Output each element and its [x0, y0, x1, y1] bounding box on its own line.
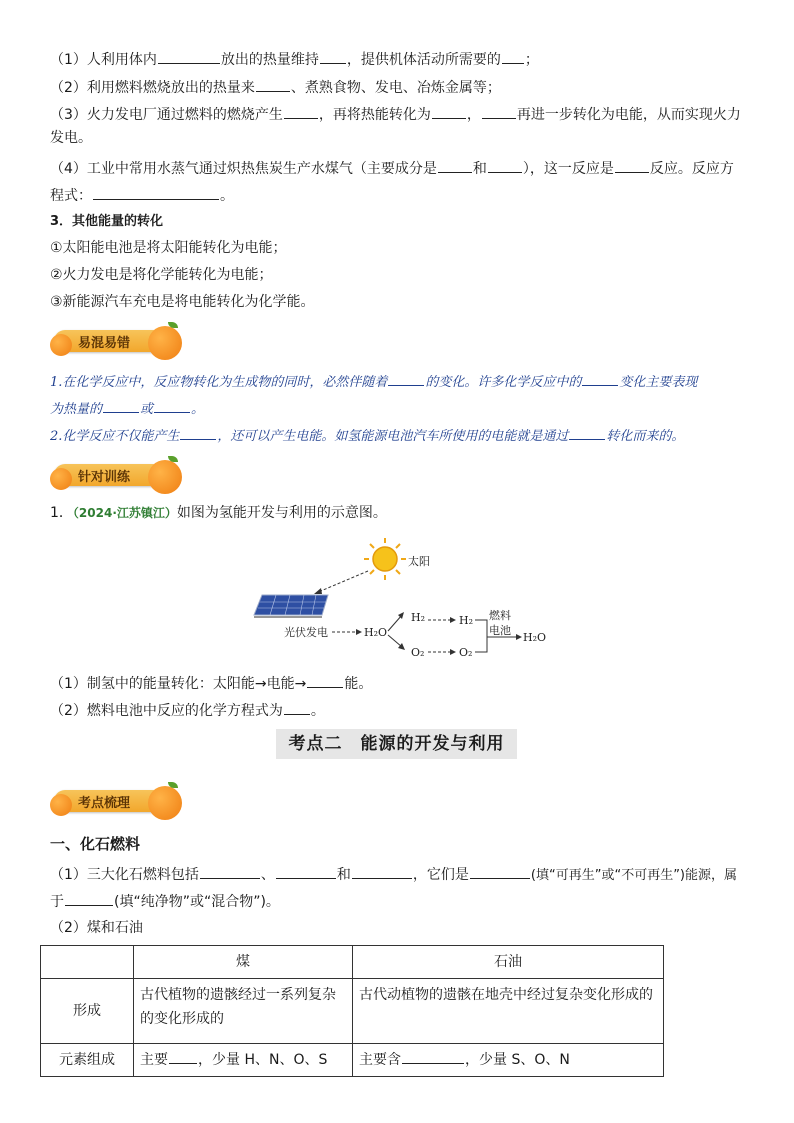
list-item: ②火力发电是将化学能转化为电能； [50, 267, 273, 283]
sun-icon [364, 538, 406, 580]
blank[interactable] [307, 672, 343, 688]
text: 反应。反应方 [649, 161, 734, 177]
fuel-cell-label: 电池 [489, 624, 511, 637]
table-row-label: 元素组成 [41, 1044, 134, 1077]
question-line-4 [50, 157, 750, 179]
hydrogen-energy-diagram [250, 535, 560, 665]
blank[interactable] [488, 157, 522, 173]
blank[interactable] [582, 370, 618, 386]
badge-train [50, 456, 190, 496]
blank[interactable] [103, 397, 139, 413]
blank[interactable] [284, 103, 318, 119]
text: （2）燃料电池中反应的化学方程式为 [50, 703, 283, 719]
section-heading: 3．其他能量的转化 [50, 214, 164, 229]
text: 为热量的 [50, 402, 103, 417]
question-number: 1． [50, 505, 73, 521]
badge-confuse [50, 322, 190, 362]
exercise-sub-1 [50, 672, 750, 694]
text: 和 [336, 867, 351, 883]
confuse-line-1b [50, 397, 750, 420]
text: 放出的热量维持 [220, 52, 319, 68]
table-header: 石油 [353, 946, 664, 979]
blank[interactable] [154, 397, 190, 413]
text: 变化主要表现 [619, 375, 698, 390]
orange-icon [148, 326, 182, 360]
orange-icon [50, 794, 72, 816]
text: 1.在化学反应中，反应物转化为生成物的同时，必然伴随着 [50, 375, 388, 390]
question-line-4b [50, 184, 750, 206]
text: ，少量 H、N、O、S [198, 1052, 328, 1068]
table-row [41, 979, 664, 1044]
blank[interactable] [352, 863, 412, 879]
text: 主要含 [359, 1052, 401, 1068]
orange-icon [50, 468, 72, 490]
blank[interactable] [158, 48, 220, 64]
text: （2）利用燃料燃烧放出的热量来 [50, 80, 255, 96]
oxygen-label: O₂ [459, 646, 473, 659]
text: 再进一步转化为电能，从而实现火力 [516, 107, 741, 123]
question-line-1 [50, 48, 750, 70]
blank[interactable] [432, 103, 466, 119]
table-row-label: 形成 [41, 979, 134, 1044]
text: 、煮熟食物、发电、冶炼金属等； [290, 80, 501, 96]
text: 主要 [140, 1052, 168, 1068]
fuel-cell-label: 燃料 [489, 609, 511, 622]
table-cell: 古代植物的遗骸经过一系列复杂的变化形成的 [134, 979, 353, 1044]
question-source: （2024·江苏镇江） [72, 506, 177, 520]
text: ），这一反应是 [522, 161, 614, 177]
text: 和 [472, 161, 487, 177]
text: ，还可以产生电能。如氢能源电池汽车所使用的电能就是通过 [217, 429, 569, 444]
table-cell [134, 1044, 353, 1077]
text: ； [524, 52, 539, 68]
sun-label: 太阳 [408, 555, 430, 568]
exercise-sub-2 [50, 699, 750, 721]
confuse-line-1 [50, 370, 750, 393]
orange-icon [50, 334, 72, 356]
blank[interactable] [256, 76, 290, 92]
text: 。 [220, 188, 234, 204]
list-item: ③新能源汽车充电是将电能转化为化学能。 [50, 294, 315, 310]
fossil-line-1 [50, 863, 750, 886]
text: （1）制氢中的能量转化：太阳能→电能→ [50, 676, 307, 692]
exercise-stem [50, 503, 750, 523]
blank[interactable] [438, 157, 472, 173]
table-cell [353, 1044, 664, 1077]
oxygen-label: O₂ [411, 646, 425, 659]
water-label: H₂O [364, 626, 388, 639]
text: 的变化。许多化学反应中的 [425, 375, 582, 390]
pv-label: 光伏发电 [284, 626, 328, 639]
table-header-row [41, 946, 664, 979]
confuse-line-2 [50, 424, 750, 447]
question-line-3 [50, 103, 750, 125]
text: 转化而来的。 [606, 429, 685, 444]
blank[interactable] [65, 890, 113, 906]
text: (填“纯净物”或“混合物”)。 [114, 894, 280, 910]
list-item: ①太阳能电池是将太阳能转化为电能； [50, 240, 287, 256]
text: ，它们是 [412, 867, 469, 883]
solar-panel-icon [254, 595, 328, 617]
blank[interactable] [402, 1048, 464, 1064]
blank[interactable] [180, 424, 216, 440]
fossil-line-1b [50, 890, 750, 912]
table-header: 煤 [134, 946, 353, 979]
text: 。 [191, 402, 205, 417]
text: ， [466, 107, 481, 123]
table-cell [41, 946, 134, 979]
blank[interactable] [200, 863, 260, 879]
badge-review [50, 782, 190, 822]
text: 或 [140, 402, 154, 417]
blank[interactable] [284, 699, 310, 715]
fossil-line-2: （2）煤和石油 [50, 920, 143, 936]
water-output-label: H₂O [523, 631, 547, 644]
text: （1）人利用体内 [50, 52, 157, 68]
orange-icon [148, 460, 182, 494]
text: （3）火力发电厂通过燃料的燃烧产生 [50, 107, 283, 123]
table-cell: 古代动植物的遗骸在地壳中经过复杂变化形成的 [353, 979, 664, 1044]
coal-oil-table [40, 945, 664, 1077]
blank[interactable] [169, 1048, 197, 1064]
text: （4）工业中常用水蒸气通过炽热焦炭生产水煤气（主要成分是 [50, 161, 437, 177]
text: ，再将热能转化为 [318, 107, 431, 123]
text: 能。 [344, 676, 373, 692]
hydrogen-label: H₂ [459, 614, 474, 627]
badge-label: 考点梳理 [78, 796, 131, 811]
text: 程式： [50, 188, 92, 204]
text: (填“可再生”或“不可再生”)能源，属 [530, 868, 738, 883]
text: ，提供机体活动所需要的 [346, 52, 501, 68]
blank[interactable] [470, 863, 530, 879]
blank[interactable] [482, 103, 516, 119]
hydrogen-label: H₂ [411, 611, 426, 624]
table-row [41, 1044, 664, 1077]
sub-heading: 一、化石燃料 [50, 835, 141, 853]
section-title: 考点二 能源的开发与利用 [276, 729, 517, 759]
text: 如图为氢能开发与利用的示意图。 [176, 505, 387, 521]
text: 。 [310, 703, 325, 719]
text: 2.化学反应不仅能产生 [50, 429, 180, 444]
blank[interactable] [320, 48, 346, 64]
blank[interactable] [502, 48, 524, 64]
text: 于 [50, 894, 64, 910]
badge-label: 针对训练 [78, 470, 131, 485]
text: （1）三大化石燃料包括 [50, 867, 199, 883]
blank[interactable] [569, 424, 605, 440]
blank[interactable] [93, 184, 219, 200]
blank[interactable] [388, 370, 424, 386]
text: 、 [260, 867, 275, 883]
blank[interactable] [615, 157, 649, 173]
orange-icon [148, 786, 182, 820]
text: ，少量 S、O、N [465, 1052, 570, 1068]
question-line-2 [50, 76, 750, 98]
badge-label: 易混易错 [78, 336, 131, 351]
question-line-3b: 发电。 [50, 130, 92, 146]
blank[interactable] [276, 863, 336, 879]
